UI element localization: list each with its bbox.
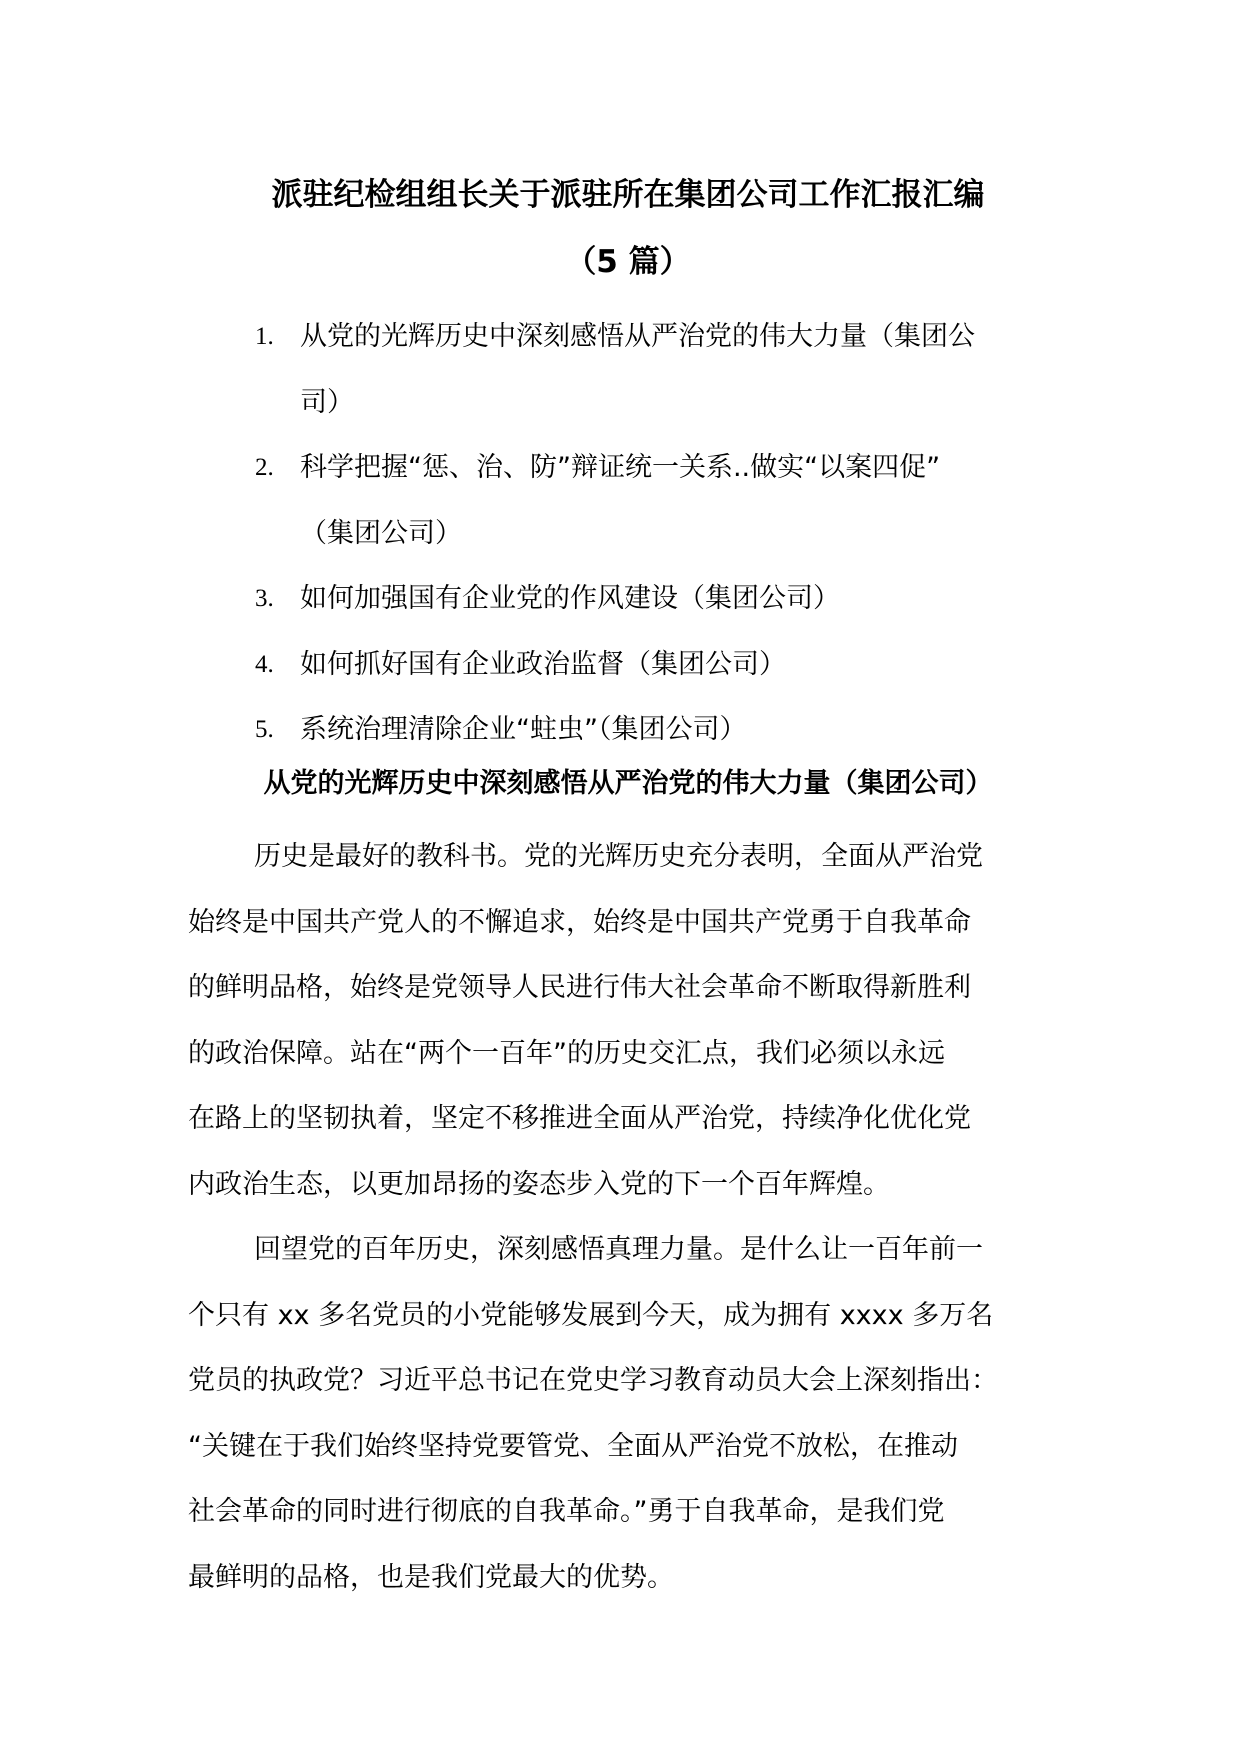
paragraph-line: 个只有 xx 多名党员的小党能够发展到今天，成为拥有 xxxx 多万名 (188, 1299, 994, 1331)
toc-text (300, 697, 1040, 763)
toc-line: 如何加强国有企业党的作风建设（集团公司） (300, 583, 840, 614)
section-heading: 从党的光辉历史中深刻感悟从严治党的伟大力量（集团公司） (263, 768, 993, 799)
toc-number: 4. (255, 650, 274, 678)
toc-number: 3. (255, 585, 274, 612)
toc-text (300, 304, 1040, 435)
toc-item-1 (255, 304, 1055, 435)
toc-line: 科学把握“惩、治、防”辩证统一关系..做实“以案四促” (300, 452, 941, 483)
paragraph-line: 回望党的百年历史，深刻感悟真理力量。是什么让一百年前一 (254, 1234, 983, 1265)
toc-text (300, 566, 1040, 632)
document-title: 派驻纪检组组长关于派驻所在集团公司工作汇报汇编 (271, 177, 985, 213)
document-body (188, 824, 1063, 1610)
toc-number: 5. (255, 716, 274, 743)
toc-item-4 (255, 632, 1055, 698)
paragraph-line: 党员的执政党？习近平总书记在党史学习教育动员大会上深刻指出： (188, 1365, 998, 1396)
paragraph-line: 的鲜明品格，始终是党领导人民进行伟大社会革命不断取得新胜利 (188, 972, 971, 1003)
paragraph-line: 历史是最好的教科书。党的光辉历史充分表明，全面从严治党 (254, 841, 983, 872)
toc-line: 从党的光辉历史中深刻感悟从严治党的伟大力量（集团公 (300, 321, 975, 352)
paragraph-line: 始终是中国共产党人的不懈追求，始终是中国共产党勇于自我革命 (188, 906, 971, 938)
paragraph-line: 社会革命的同时进行彻底的自我革命。”勇于自我革命，是我们党 (188, 1496, 945, 1527)
table-of-contents (255, 304, 1055, 763)
paragraph-1 (188, 824, 1063, 1217)
paragraph-line: 的政治保障。站在“两个一百年”的历史交汇点，我们必须以永远 (188, 1037, 945, 1069)
toc-item-5 (255, 697, 1055, 763)
paragraph-line: 内政治生态，以更加昂扬的姿态步入党的下一个百年辉煌。 (188, 1168, 890, 1200)
toc-number: 2. (255, 454, 274, 481)
paragraph-line: “关键在于我们始终坚持党要管党、全面从严治党不放松，在推动 (188, 1430, 958, 1462)
paragraph-line: 在路上的坚韧执着，坚定不移推进全面从严治党，持续净化优化党 (188, 1103, 971, 1134)
toc-item-3 (255, 566, 1055, 632)
toc-item-2 (255, 435, 1055, 566)
toc-number: 1. (255, 323, 274, 350)
paragraph-line: 最鲜明的品格，也是我们党最大的优势。 (188, 1561, 674, 1593)
document-title-count: （5 篇） (565, 244, 691, 280)
toc-line: 系统治理清除企业“蛀虫”（集团公司） (300, 714, 747, 745)
toc-text (300, 632, 1040, 698)
toc-line: （集团公司） (300, 517, 462, 549)
toc-line: 司） (300, 386, 354, 418)
toc-line: 如何抓好国有企业政治监督（集团公司） (300, 648, 786, 680)
toc-text (300, 435, 1040, 566)
paragraph-2 (188, 1217, 1063, 1610)
